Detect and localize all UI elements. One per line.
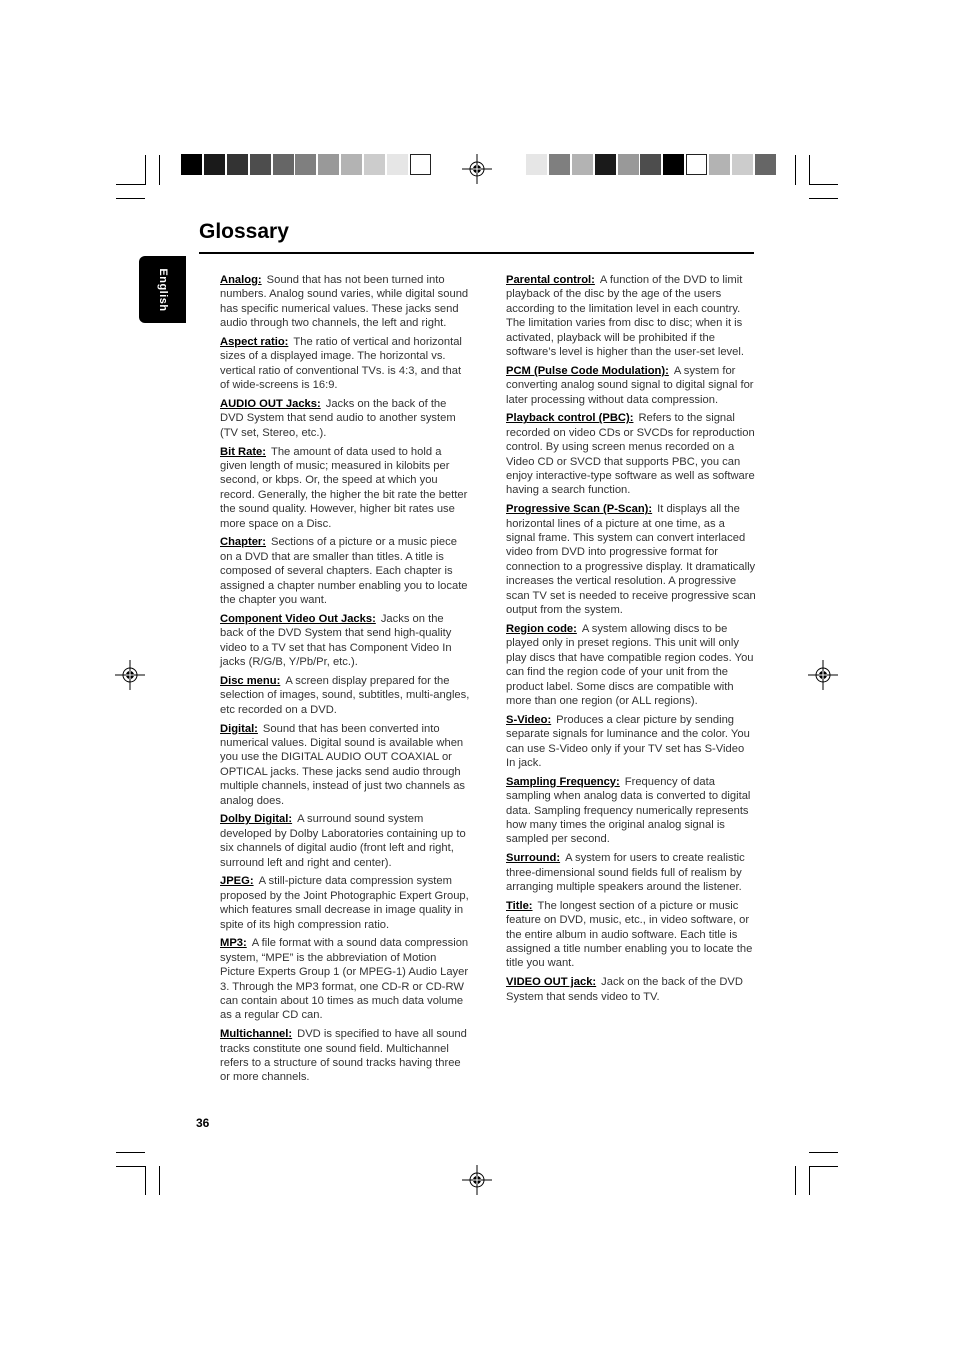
glossary-column-left: [220, 273, 470, 1089]
glossary-entry: [506, 975, 756, 1004]
glossary-definition: Jacks on the back of the DVD System that send audio to another system (TV set, Stereo, etc.).: [220, 398, 456, 439]
color-swatch: [595, 154, 616, 175]
color-swatch: [709, 154, 730, 175]
glossary-term: Multichannel:: [220, 1028, 293, 1041]
glossary-definition: Produces a clear picture by sending separate signals for luminance and the color. You can use S-Video only if your TV set has S-Video In jack.: [506, 713, 750, 769]
glossary-term: Dolby Digital:: [220, 813, 293, 826]
glossary-entry: [220, 445, 470, 531]
glossary-entry: [220, 874, 470, 932]
language-tab-label: English: [156, 267, 169, 312]
color-swatch: [618, 154, 639, 175]
color-swatch: [732, 154, 753, 175]
glossary-term: Disc menu:: [220, 674, 281, 687]
glossary-term: Analog:: [220, 274, 262, 286]
glossary-entry: [220, 936, 470, 1022]
glossary-term: Region code:: [506, 622, 577, 635]
glossary-definition: A function of the DVD to limit playback of the disc by the age of the users according to the limitation level in each country. The limitation varies from disc to disc; when it is activated, playback will be prohibited if the software’s level is higher than the user-set level.: [506, 274, 744, 359]
glossary-definition: A system allowing discs to be played only in preset regions. This unit will only play discs that have compatible region codes. You can find the region code of your unit from the product label. Some discs are compatible with more than one region (or ALL regions).: [506, 622, 754, 707]
glossary-term: AUDIO OUT Jacks:: [220, 398, 321, 411]
glossary-definition: Sound that has not been turned into numbers. Analog sound varies, while digital sound has specific numerical values. These jacks send audio through two channels, the left and right.: [220, 274, 469, 330]
title-divider: [199, 252, 754, 254]
glossary-definition: DVD is specified to have all sound tracks constitute one sound field. Multichannel refers to a structure of sound tracks having three or more channels.: [220, 1028, 467, 1084]
glossary-term: Title:: [506, 899, 533, 912]
glossary-definition: Sections of a picture or a music piece on a DVD that are smaller than titles. A title is composed of several chapters. Each chapter is assigned a chapter number enabling you to locate the chapter you want.: [220, 536, 468, 607]
glossary-definition: The ratio of vertical and horizontal sizes of a displayed image. The horizontal vs. vertical ratio of conventional TVs. is 4:3, and that of wide-screens is 16:9.: [220, 336, 462, 392]
page-number: 36: [196, 1116, 210, 1130]
glossary-entry: [506, 622, 756, 708]
glossary-term: Bit Rate:: [220, 445, 266, 458]
glossary-definition: It displays all the horizontal lines of a picture at one time, as a signal frame. This system can convert interlaced video from DVD into progressive format for connection to a progressive display. It dramatically increases the vertical resolution. A progressive scan TV set is needed to receive progressive scan output from the system.: [506, 503, 756, 617]
glossary-term: VIDEO OUT jack:: [506, 976, 597, 989]
glossary-entry: [506, 775, 756, 847]
glossary-entry: [220, 612, 470, 670]
color-swatch: [341, 154, 362, 175]
color-swatch: [640, 154, 661, 175]
glossary-definition: Jacks on the back of the DVD System that send high-quality video to a TV set that has Component Video In jacks (R/G/B, Y/Pb/Pr, etc.).: [220, 612, 452, 669]
page-title: Glossary: [199, 220, 289, 243]
glossary-entry: [506, 364, 756, 407]
color-swatch: [204, 154, 225, 175]
glossary-definition: A still-picture data compression system proposed by the Joint Photographic Expert Group, which features small decrease in image quality in spite of its high compression ratio.: [220, 875, 469, 931]
glossary-entry: [220, 535, 470, 607]
glossary-entry: [506, 273, 756, 359]
glossary-term: Progressive Scan (P-Scan):: [506, 503, 653, 516]
color-swatch: [572, 154, 593, 175]
glossary-term: Surround:: [506, 852, 561, 865]
registration-target-top-icon: [462, 154, 492, 184]
glossary-term: PCM (Pulse Code Modulation):: [506, 364, 669, 377]
glossary-definition: A system for users to create realistic three-dimensional sound fields full of realism by arranging multiple speakers around the listener.: [506, 852, 745, 893]
glossary-definition: Sound that has been converted into numerical values. Digital sound is available when you use the DIGITAL AUDIO OUT COAXIAL or OPTICAL jacks. These jacks send audio through multiple channels, instead of just two channels as analog does.: [220, 722, 466, 807]
color-bar-left: [181, 154, 433, 175]
glossary-term: MP3:: [220, 937, 247, 950]
glossary-term: Playback control (PBC):: [506, 412, 634, 425]
color-swatch: [526, 154, 547, 175]
glossary-column-right: [506, 273, 756, 1008]
glossary-entry: [220, 273, 470, 331]
glossary-definition: A file format with a sound data compression system, “MPE” is the abbreviation of Motion Picture Experts Group 1 (or MPEG-1) Audio Layer 3. Through the MP3 format, one CD-R or CD-RW can contain about 10 times as much data volume as a regular CD can.: [220, 937, 469, 1022]
color-swatch: [364, 154, 385, 175]
glossary-definition: A surround sound system developed by Dolby Laboratories containing up to six channels of digital audio (front left and right, surround left and right and center).: [220, 813, 466, 869]
glossary-entry: [506, 502, 756, 617]
glossary-definition: Refers to the signal recorded on video CDs or SVCDs for reproduction control. By using screen menus recorded on a Video CD or SVCD that supports PBC, you can enjoy interactive-type software as well as software having a search function.: [506, 412, 755, 497]
glossary-entry: [220, 812, 470, 870]
color-swatch: [410, 154, 431, 175]
glossary-entry: [506, 411, 756, 497]
color-swatch: [686, 154, 707, 175]
glossary-entry: [506, 851, 756, 894]
glossary-definition: A screen display prepared for the selection of images, sound, subtitles, multi-angles, etc recorded on a DVD.: [220, 674, 470, 716]
glossary-term: Chapter:: [220, 536, 266, 549]
glossary-definition: A system for converting analog sound signal to digital signal for later processing without data compression.: [506, 364, 754, 406]
glossary-entry: [220, 397, 470, 440]
color-swatch: [755, 154, 776, 175]
glossary-term: JPEG:: [220, 875, 254, 888]
registration-target-bottom-icon: [462, 1165, 492, 1195]
color-bar-right: [526, 154, 778, 175]
registration-target-right-icon: [808, 660, 838, 690]
glossary-term: Parental control:: [506, 274, 595, 286]
glossary-entry: [220, 674, 470, 717]
language-tab: [139, 256, 186, 323]
glossary-entry: [220, 1027, 470, 1085]
glossary-definition: Frequency of data sampling when analog data is converted to digital data. Sampling frequency numerically represents how many times the original analog signal is sampled per second.: [506, 775, 751, 846]
color-swatch: [181, 154, 202, 175]
glossary-term: Digital:: [220, 722, 258, 735]
glossary-entry: [506, 899, 756, 971]
glossary-entry: [220, 722, 470, 808]
glossary-entry: [220, 335, 470, 393]
color-swatch: [250, 154, 271, 175]
color-swatch: [318, 154, 339, 175]
glossary-definition: The longest section of a picture or music feature on DVD, music, etc., in video software, or the entire album in audio software. Each title is assigned a title number enabling you to locate the title you want.: [506, 899, 753, 970]
color-swatch: [663, 154, 684, 175]
glossary-term: S-Video:: [506, 713, 552, 726]
glossary-term: Component Video Out Jacks:: [220, 612, 376, 625]
glossary-term: Aspect ratio:: [220, 336, 289, 349]
glossary-definition: Jack on the back of the DVD System that sends video to TV.: [506, 976, 743, 1003]
glossary-definition: The amount of data used to hold a given length of music; measured in kilobits per second, or kbps. Or, the speed at which you record. Generally, the higher the bit rate the better the sound quality. However, higher bit rates use more space on a Disc.: [220, 445, 468, 530]
glossary-term: Sampling Frequency:: [506, 775, 620, 788]
color-swatch: [295, 154, 316, 175]
registration-target-left-icon: [115, 660, 145, 690]
color-swatch: [227, 154, 248, 175]
color-swatch: [387, 154, 408, 175]
glossary-entry: [506, 713, 756, 771]
color-swatch: [549, 154, 570, 175]
color-swatch: [273, 154, 294, 175]
